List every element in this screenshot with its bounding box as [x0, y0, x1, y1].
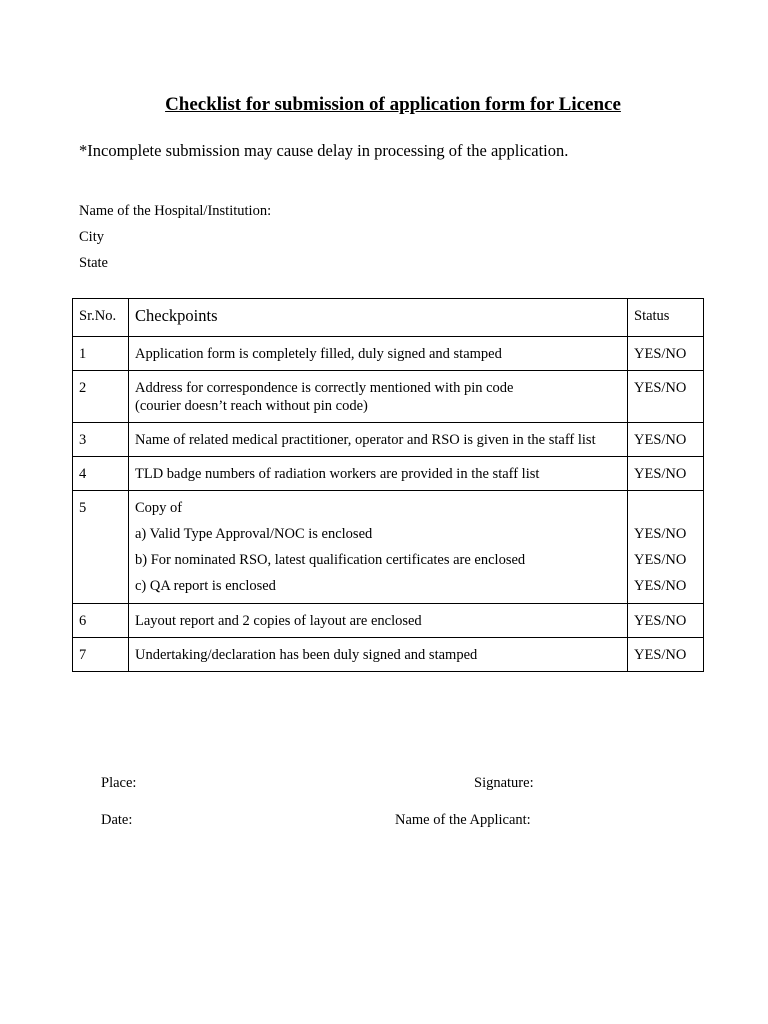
row-sr: 3	[73, 423, 129, 457]
row-status: YES/NO	[628, 604, 704, 638]
row-sr: 1	[73, 337, 129, 371]
row-checkpoint: TLD badge numbers of radiation workers are provided in the staff list	[129, 457, 628, 491]
row-checkpoint-note: (courier doesn’t reach without pin code)	[135, 398, 368, 414]
row-subitem: c) QA report is enclosed	[135, 578, 276, 594]
row-status: YES/NO	[628, 638, 704, 672]
row-checkpoint: Layout report and 2 copies of layout are enclosed	[129, 604, 628, 638]
row-sr: 7	[73, 638, 129, 672]
row-subitem: a) Valid Type Approval/NOC is enclosed	[135, 526, 373, 542]
hospital-field-label: Name of the Hospital/Institution:	[79, 203, 272, 219]
applicant-name-label: Name of the Applicant:	[395, 812, 531, 828]
place-label: Place:	[101, 775, 137, 791]
row-checkpoint	[129, 371, 628, 423]
signature-label: Signature:	[474, 775, 534, 791]
table-row	[73, 423, 704, 457]
row-subitem-status: YES/NO	[634, 578, 687, 594]
header-checkpoints: Checkpoints	[129, 299, 628, 337]
date-label: Date:	[101, 812, 133, 828]
row-sr: 5	[73, 491, 129, 604]
checklist-table	[72, 298, 704, 672]
header-sr-no: Sr.No.	[73, 299, 129, 337]
table-header-row	[73, 299, 704, 337]
row-status	[628, 491, 704, 604]
table-row	[73, 604, 704, 638]
document-title: Checklist for submission of application form for Licence	[165, 94, 621, 115]
row-checkpoint: Undertaking/declaration has been duly signed and stamped	[129, 638, 628, 672]
row-subitem: b) For nominated RSO, latest qualification certificates are enclosed	[135, 552, 526, 568]
row-status: YES/NO	[628, 371, 704, 423]
city-field-label: City	[79, 229, 104, 245]
row-sr: 4	[73, 457, 129, 491]
row-checkpoint-heading: Copy of	[135, 500, 183, 516]
table-row	[73, 491, 704, 604]
table-row	[73, 638, 704, 672]
row-subitem-status: YES/NO	[634, 526, 687, 542]
row-subitem-status: YES/NO	[634, 552, 687, 568]
header-status: Status	[628, 299, 704, 337]
row-status: YES/NO	[628, 457, 704, 491]
submission-note: *Incomplete submission may cause delay in processing of the application.	[79, 141, 569, 160]
table-row	[73, 337, 704, 371]
row-status: YES/NO	[628, 423, 704, 457]
table-row	[73, 457, 704, 491]
row-checkpoint-line: Address for correspondence is correctly mentioned with pin code	[135, 380, 514, 396]
row-checkpoint	[129, 491, 628, 604]
row-sr: 6	[73, 604, 129, 638]
row-sr: 2	[73, 371, 129, 423]
row-status: YES/NO	[628, 337, 704, 371]
row-checkpoint: Name of related medical practitioner, operator and RSO is given in the staff list	[129, 423, 628, 457]
row-checkpoint: Application form is completely filled, duly signed and stamped	[129, 337, 628, 371]
state-field-label: State	[79, 255, 108, 271]
table-row	[73, 371, 704, 423]
